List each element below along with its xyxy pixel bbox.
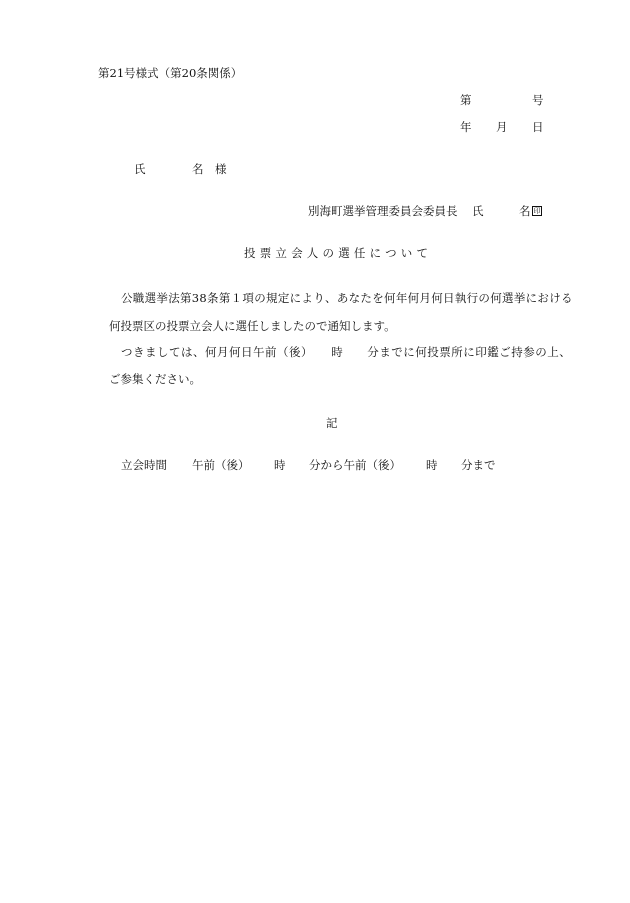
form-number: 第21号様式（第20条関係） xyxy=(98,66,243,80)
schedule-hour2: 時 xyxy=(426,458,438,472)
sender-given-name: 名 xyxy=(519,204,531,218)
document-subject: 投票立会人の選任について xyxy=(244,246,433,260)
ki-heading: 記 xyxy=(326,416,338,430)
addressee-given-name: 名 xyxy=(192,162,204,176)
body-paragraph1-line1: 公職選挙法第38条第１項の規定により、あなたを何年何月何日執行の何選挙における xyxy=(121,291,573,305)
body-paragraph2-line2: ご参集ください。 xyxy=(109,372,201,386)
doc-number-suffix: 号 xyxy=(532,93,544,107)
sender-surname: 氏 xyxy=(472,204,484,218)
addressee-honorific: 様 xyxy=(215,162,227,176)
seal-mark: 印 xyxy=(533,207,541,215)
date-year: 年 xyxy=(460,120,472,134)
schedule-until: 分まで xyxy=(461,458,496,472)
body-paragraph2-line1: つきましては、何月何日午前（後） 時 分までに何投票所に印鑑ご持参の上、 xyxy=(121,345,572,359)
addressee-surname: 氏 xyxy=(134,162,146,176)
sender-title: 別海町選挙管理委員会委員長 xyxy=(308,204,458,218)
body-paragraph1-line2: 何投票区の投票立会人に選任しましたので通知します。 xyxy=(109,319,396,333)
date-day: 日 xyxy=(532,120,544,134)
schedule-from-ampm: 午前（後） xyxy=(192,458,250,472)
schedule-hour1: 時 xyxy=(274,458,286,472)
doc-number-prefix: 第 xyxy=(460,93,472,107)
date-month: 月 xyxy=(496,120,508,134)
schedule-to-part: 分から午前（後） xyxy=(309,458,401,472)
schedule-label: 立会時間 xyxy=(121,458,167,472)
